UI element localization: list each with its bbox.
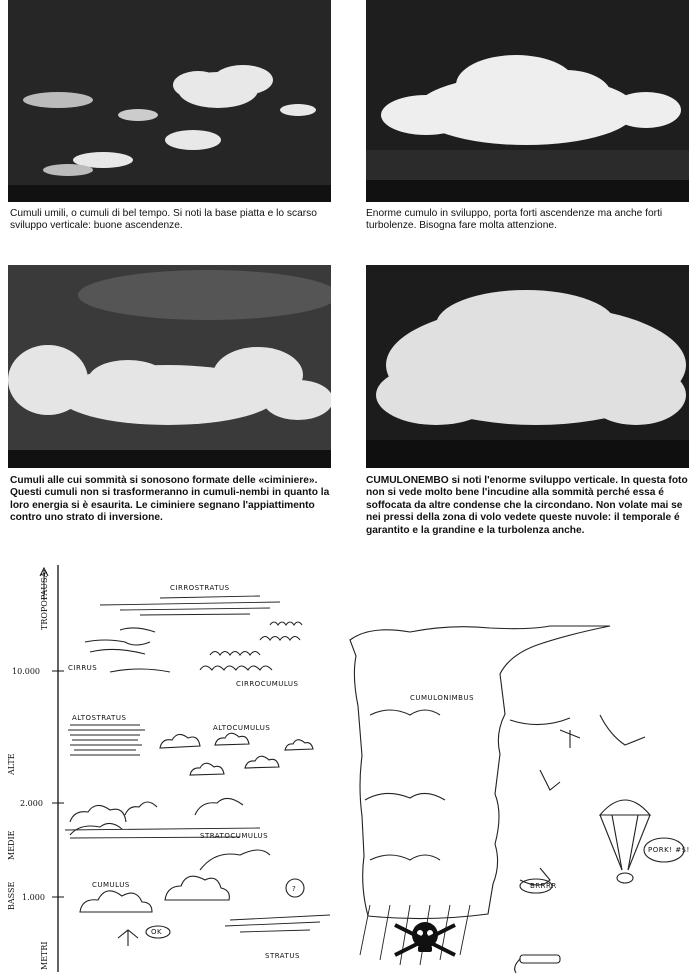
speech-pork: PORK! #$!: [648, 846, 690, 854]
speech-faint: BRRRR: [530, 882, 557, 890]
cloud-altitude-diagram: [0, 560, 700, 975]
altitude-10000: 10.000: [12, 667, 40, 676]
photo-cumulonimbus: [366, 265, 689, 468]
label-cumulonimbus: CUMULONIMBUS: [410, 694, 475, 702]
cirrus-sketch: [85, 628, 170, 672]
caption-developing-cumulus: Enorme cumulo in sviluppo, porta forti ascendenze ma anche forti turbolenze. Bisogna fare molta attenzione.: [366, 208, 663, 232]
speech-ok: OK: [151, 928, 163, 936]
label-cirrostratus: CIRROSTRATUS: [170, 584, 230, 592]
cumulonimbus-sketch: [350, 626, 610, 919]
caption-cumulonimbus: CUMULONEMBO si noti l'enorme sviluppo verticale. In questa foto non si vede molto bene l'incudine alla sommità perché essa é soffocata da altre condense che la circondano. Non volate mai se nei pressi della zona di volo vedete queste nuvole: il temporale é garantito e la grandine e la turbolenza anche.: [366, 475, 688, 536]
label-stratus: STRATUS: [265, 952, 300, 960]
band-label-high: ALTE: [7, 753, 16, 775]
label-cirrus: CIRRUS: [68, 664, 98, 672]
parachute-icon: [600, 800, 650, 883]
axis-unit: METRI: [40, 941, 49, 970]
label-altostratus: ALTOSTRATUS: [72, 714, 127, 722]
speech-question: ?: [292, 885, 297, 893]
axis-title: TROPOPAUSA: [40, 571, 49, 630]
label-altocumulus: ALTOCUMULUS: [213, 724, 271, 732]
small-glider-sketch: [118, 926, 170, 946]
band-label-low: BASSE: [7, 881, 16, 910]
label-stratocumulus: STRATOCUMULUS: [200, 832, 269, 840]
altitude-2000: 2.000: [20, 799, 43, 808]
photo-cumulus-humilis: [8, 0, 331, 202]
stratus-sketch: [225, 915, 330, 932]
altitude-1000: 1.000: [22, 893, 45, 902]
cirrostratus-sketch: [100, 596, 280, 615]
caption-cumulus-chimneys: Cumuli alle cui sommità si sonosono formate delle «ciminiere». Questi cumuli non si trasformeranno in cumuli-nembi in quanto la loro energia si è esaurita. Le ciminiere segnano l'appiattimento contro uno strato di inversione.: [10, 475, 330, 524]
altocumulus-sketch: [160, 733, 313, 775]
photo-developing-cumulus: [366, 0, 689, 202]
label-cumulus: CUMULUS: [92, 881, 130, 889]
caption-cumulus-humilis: Cumuli umili, o cumuli di bel tempo. Si noti la base piatta e lo scarso sviluppo verticale: buone ascendenze.: [10, 208, 317, 232]
band-label-middle: MEDIE: [7, 830, 16, 860]
label-cirrocumulus: CIRROCUMULUS: [236, 680, 299, 688]
altostratus-sketch: [68, 725, 145, 755]
tube-icon: [515, 955, 560, 973]
cirrocumulus-sketch: [200, 622, 302, 670]
photo-cumulus-chimneys: [8, 265, 331, 468]
